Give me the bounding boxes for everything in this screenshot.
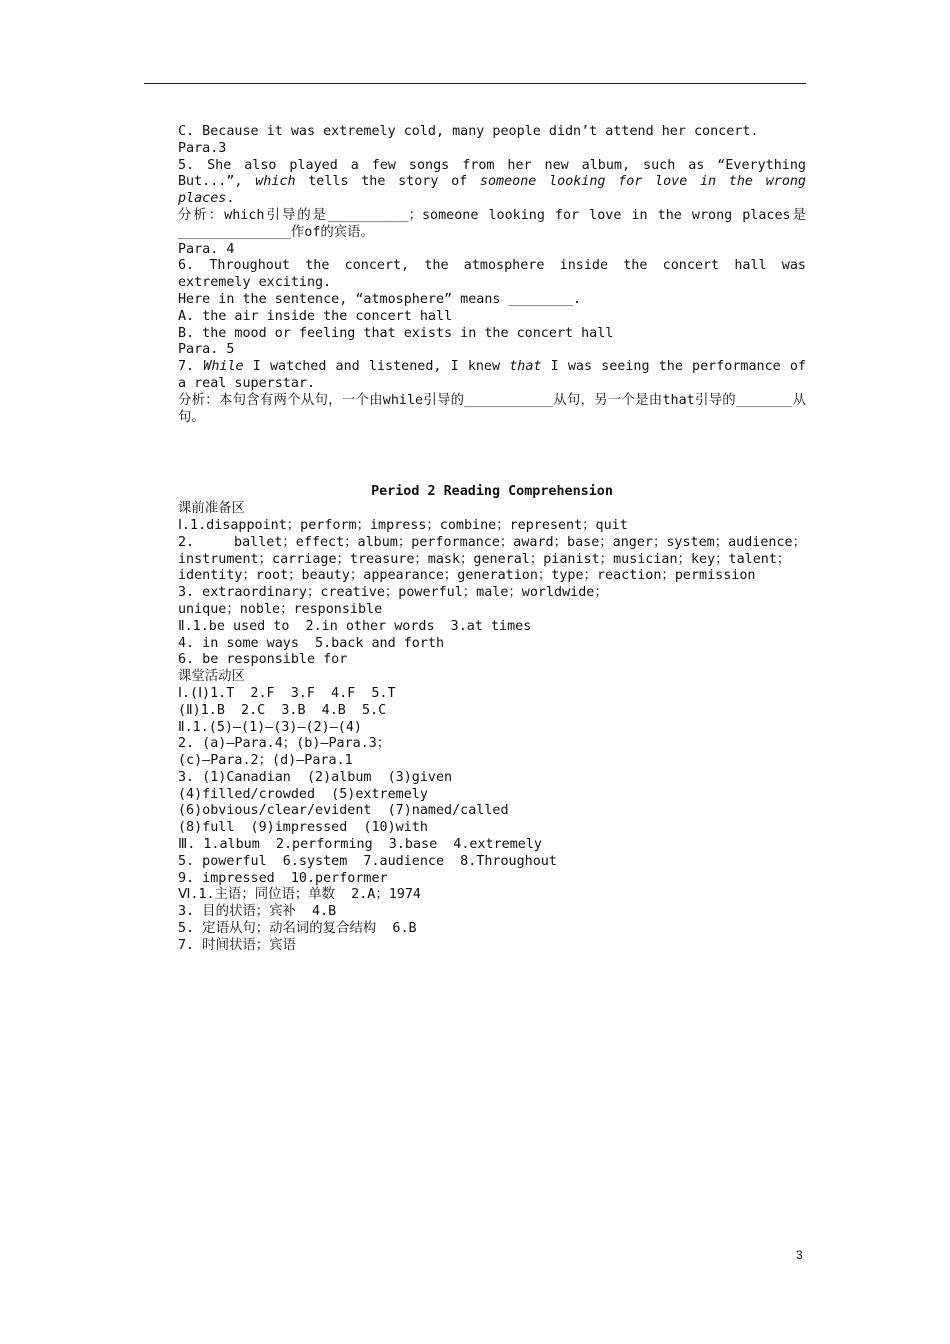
- answer-line: 7. 时间状语；宾语: [178, 937, 296, 953]
- answer-line: (4)filled/crowded (5)extremely: [178, 786, 428, 802]
- answer-line: unique；noble；responsible: [178, 601, 383, 617]
- q5-text: 5. She also played a few songs from her new album, such as “Everything But...”,: [178, 157, 815, 190]
- answer-line: (6)obvious/clear/evident (7)named/called: [178, 803, 509, 819]
- answer-line: 课堂活动区: [178, 669, 245, 685]
- answer-line: (c)—Para.2；(d)—Para.1: [178, 753, 353, 769]
- q7-that: that: [509, 359, 542, 375]
- q7-while: While: [203, 359, 244, 375]
- answer-line: 3. (1)Canadian (2)album (3)given: [178, 769, 453, 785]
- answer-line: 5. powerful 6.system 7.audience 8.Throughout: [178, 853, 557, 869]
- question-6: 6. Throughout the concert, the atmosphere inside the concert hall was extremely exciting.: [178, 258, 815, 291]
- q7-num: 7.: [178, 359, 204, 375]
- answer-line: 6. be responsible for: [178, 652, 348, 668]
- q7-mid: I watched and listened, I knew: [243, 359, 510, 375]
- option-a: A. the air inside the concert hall: [178, 308, 453, 324]
- section-gap: [144, 426, 806, 484]
- answer-line: 4. in some ways 5.back and forth: [178, 635, 445, 651]
- option-b: B. the mood or feeling that exists in the concert hall: [178, 325, 614, 341]
- answer-line: 3. 目的状语；宾补 4.B: [178, 904, 337, 920]
- answer-line: 9. impressed 10.performer: [178, 870, 388, 886]
- answer-line: Ⅰ.(Ⅰ)1.T 2.F 3.F 4.F 5.T: [178, 685, 396, 701]
- answer-line: Ⅱ.1.(5)—(1)—(3)—(2)—(4): [178, 719, 362, 735]
- q7-end: I was seeing the performance of a real superstar.: [178, 359, 815, 391]
- section-title: Period 2 Reading Comprehension: [371, 484, 613, 500]
- document-body: [144, 124, 815, 955]
- question-5: [144, 157, 815, 208]
- option-c: C. Because it was extremely cold, many people didn’t attend her concert.: [178, 124, 759, 139]
- answer-line: Ⅲ. 1.album 2.performing 3.base 4.extremely: [178, 837, 542, 853]
- question-7-analysis: 分析：本句含有两个从句，一个由while引导的___________从句，另一个是由that引导的_______从句。: [178, 392, 806, 425]
- q5-someone: someone looking for love in the wrong places: [178, 174, 815, 207]
- para-label-4: Para. 4: [178, 241, 235, 257]
- answer-line: (8)full (9)impressed (10)with: [178, 820, 428, 836]
- answer-line: 5. 定语从句；动名词的复合结构 6.B: [178, 921, 417, 937]
- answer-line: 2. (a)—Para.4；(b)—Para.3；: [178, 736, 391, 752]
- para-label-5: Para. 5: [178, 342, 235, 358]
- question-6-prompt: Here in the sentence, “atmosphere” means ________.: [178, 291, 582, 307]
- answer-line: Ⅰ.1.disappoint；perform；impress；combine；represent；quit: [178, 517, 628, 533]
- answer-line: Ⅵ.1.主语；同位语；单数 2.A；1974: [178, 887, 421, 903]
- answer-key: [144, 501, 806, 955]
- question-7: [144, 359, 815, 393]
- question-5-analysis: 分析：which引导的是__________；someone looking for love in the wrong places是______________作of的宾语。: [178, 207, 806, 240]
- header-rule: [144, 83, 806, 84]
- page-number: 3: [796, 1248, 803, 1262]
- q5-which: which: [255, 174, 296, 190]
- q5-mid: tells the story of: [295, 174, 480, 190]
- answer-line: 2. ballet；effect；album；performance；award；base；anger；system；audience；instrument；carriage；treasure；mask；general；pianist；musician；key；talent；identity；root；beauty；appearance；generation；type；reaction；permission: [178, 534, 806, 584]
- answer-line: Ⅱ.1.be used to 2.in other words 3.at times: [178, 618, 532, 634]
- q5-end: .: [226, 191, 235, 207]
- para-label-3: Para.3: [178, 140, 227, 156]
- answer-line: 课前准备区: [178, 501, 245, 517]
- answer-line: (Ⅱ)1.B 2.C 3.B 4.B 5.C: [178, 702, 387, 718]
- answer-line: 3. extraordinary；creative；powerful；male；worldwide；: [178, 585, 608, 601]
